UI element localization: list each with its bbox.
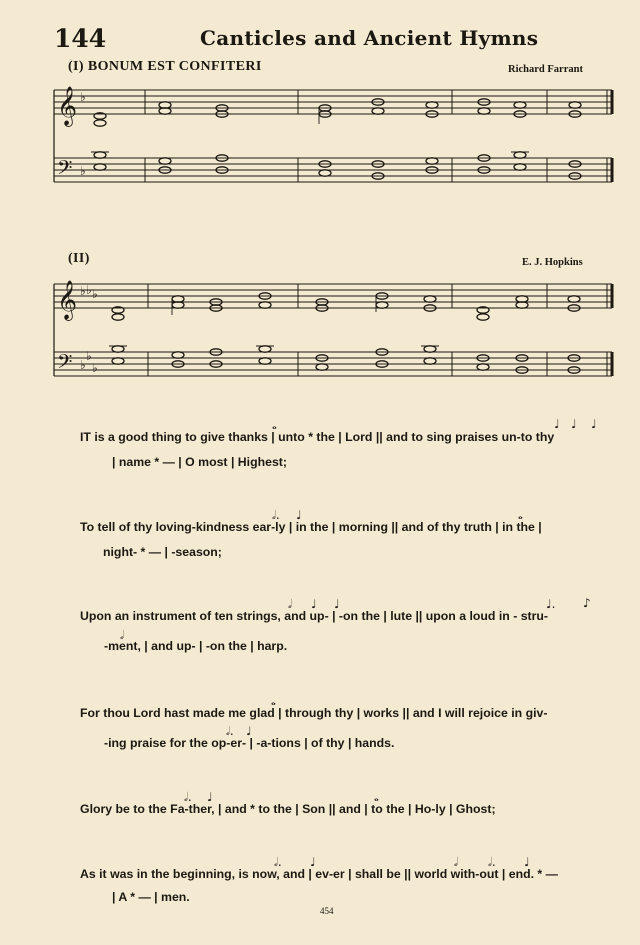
verse-3-line-1: Upon an instrument of ten strings, and up- | -on the | lute || upon a loud in - stru- [80,609,549,623]
flat-icon: ♭ [80,284,86,298]
verse-1-line-1: IT is a good thing to give thanks | unto * the | Lord || and to sing praises un-to thy [80,430,555,444]
quarter-note-icon: ♩ [296,508,302,522]
flat-icon: ♭ [92,287,98,301]
half-note-icon: 𝅗𝅥. [226,724,234,738]
chant-2-label: (II) [68,251,90,266]
bass-clef-icon: 𝄢 [57,156,73,184]
verse-3-line-2: -ment, | and up- | -on the | harp. [104,639,288,653]
breve-note-icon [376,302,388,308]
flat-icon: ♭ [80,90,86,104]
breve-note-icon [514,152,526,158]
flat-icon: ♭ [86,283,92,297]
quarter-note-icon: ♩ [524,855,530,869]
breve-note-icon [159,158,171,164]
flat-icon: ♭ [92,361,98,375]
folio: 454 [320,906,334,916]
quarter-note-icon: ♩ [246,724,252,738]
half-note-icon: 𝅗𝅥. [272,508,280,522]
verse-2-line-2: night- * — | -season; [103,545,222,559]
verse-5-line-1: Glory be to the Fa-ther, | and * to the | Son || and | to the | Ho-ly | Ghost; [80,802,496,816]
page-number: 144 [54,24,107,53]
breve-note-icon [477,364,489,370]
quarter-note-icon: ♩ [571,417,577,431]
flat-icon: ♭ [80,164,86,178]
breve-note-icon [112,314,124,320]
breve-note-icon [568,296,580,302]
half-note-icon: 𝅗𝅥 [120,628,124,642]
chant-2-score [0,274,640,404]
bass-clef-icon: 𝄢 [57,350,73,378]
breve-note-icon [426,102,438,108]
breve-note-icon [94,164,106,170]
breve-note-icon [478,108,490,114]
quarter-note-icon: ♩ [310,855,316,869]
breve-note-icon [424,296,436,302]
breve-note-icon [259,358,271,364]
chant-1-label: (I) BONUM EST CONFITERI [68,59,262,74]
breve-note-icon [514,164,526,170]
whole-note-icon: 𝅝 [374,790,379,804]
flat-icon: ♭ [86,349,92,363]
verse-2-line-1: To tell of thy loving-kindness ear-ly | in the | morning || and of thy truth | in the | [80,520,542,534]
breve-note-icon [94,120,106,126]
quarter-note-icon: ♩ [311,597,317,611]
breve-note-icon [112,346,124,352]
flat-icon: ♭ [80,358,86,372]
verse-4-line-1: For thou Lord hast made me glad | through thy | works || and I will rejoice in giv- [80,706,548,720]
breve-note-icon [477,314,489,320]
verse-6-line-1: As it was in the beginning, is now, and | ev-er | shall be || world with-out | end. * — [80,867,558,881]
eighth-note-icon: ♪ [583,596,591,610]
breve-note-icon [372,108,384,114]
breve-note-icon [426,158,438,164]
half-note-icon: 𝅗𝅥. [274,855,282,869]
breve-note-icon [172,352,184,358]
whole-note-icon: 𝅝 [272,418,277,432]
whole-note-icon: 𝅝 [518,508,523,522]
quarter-note-icon: ♩ [591,417,597,431]
breve-note-icon [424,358,436,364]
verse-6-line-2: | A * — | men. [112,890,190,904]
breve-note-icon [424,346,436,352]
quarter-note-icon: ♩ [334,597,340,611]
whole-note-icon: 𝅝 [271,694,276,708]
breve-note-icon [569,102,581,108]
half-note-icon: 𝅗𝅥 [288,597,292,611]
verse-4-line-2: -ing praise for the op-er- | -a-tions | of thy | hands. [104,736,395,750]
breve-note-icon [259,346,271,352]
treble-clef-icon: 𝄞 [57,280,78,320]
quarter-note-icon: ♩. [546,597,556,611]
breve-note-icon [259,302,271,308]
half-note-icon: 𝅗𝅥. [488,855,496,869]
chant-1-composer: Richard Farrant [508,64,583,75]
half-note-icon: 𝅗𝅥. [184,790,192,804]
quarter-note-icon: ♩ [207,790,213,804]
breve-note-icon [514,102,526,108]
quarter-note-icon: ♩ [554,417,560,431]
breve-note-icon [319,170,331,176]
treble-clef-icon: 𝄞 [57,86,78,126]
breve-note-icon [112,358,124,364]
verse-1-line-2: | name * — | O most | Highest; [112,455,287,469]
chant-1-score [0,80,640,210]
breve-note-icon [94,152,106,158]
chant-2-composer: E. J. Hopkins [522,257,583,268]
breve-note-icon [316,364,328,370]
running-head: Canticles and Ancient Hymns [200,26,539,50]
half-note-icon: 𝅗𝅥 [454,855,458,869]
